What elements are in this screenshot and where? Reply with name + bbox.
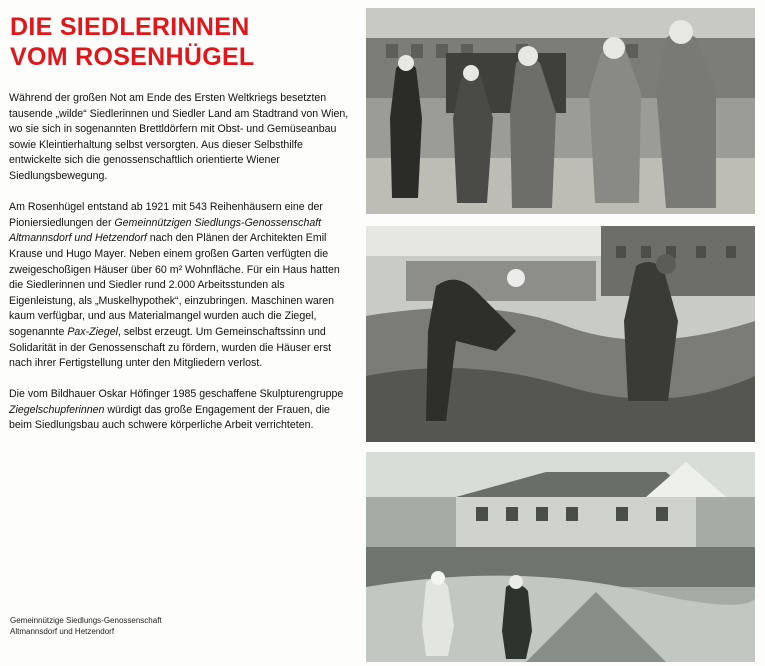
photo-row-houses [366, 452, 755, 662]
brick-name: Pax-Ziegel [67, 325, 118, 338]
paragraph-history: Während der großen Not am Ende des Ersten Weltkriegs besetzten tausende „wilde“ Siedlerinnen und Siedler Land am Stadtrand von Wien, wo sie sich in sogenannten Brettldörfern mit Obst- und Gemüseanbau sowie Kleintierhaltung selbst versorgten. Aus dieser Selbsthilfe entwickelte sich die genossenschaftlich orientierte Wiener Siedlungsbewegung. [9, 92, 349, 182]
title-line-1: DIE SIEDLERINNEN [10, 13, 250, 41]
page-title [10, 12, 255, 72]
credit-line-1: Gemeinnützige Siedlungs-Genossenschaft [10, 616, 162, 625]
sculpture-name: Ziegelschupferinnen [9, 403, 105, 416]
paragraph-sculpture: Die vom Bildhauer Oskar Höfinger 1985 geschaffene Skulpturengruppe Ziegelschupferinnen würdigt das große Engagement der Frauen, die beim Siedlungsbau auch schwere körperliche Arbeit verrichteten. [9, 388, 344, 432]
coop-name: Gemeinnützigen Siedlungs-Genossenschaft Altmannsdorf und Hetzendorf [9, 216, 322, 245]
credit-line-2: Altmannsdorf und Hetzendorf [10, 627, 115, 636]
title-line-2: VOM ROSENHÜGEL [10, 43, 255, 71]
paragraph-rosenhuegel: Am Rosenhügel entstand ab 1921 mit 543 Reihenhäusern eine der Pioniersiedlungen der Gemeinnützigen Siedlungs-Genossenschaft Altmannsdorf und Hetzendorf nach den Plänen der Architekten Emil Krause und Hugo Mayer. Neben einem großen Garten verfügten die zweigeschoßigen Häuser über 60 m² Wohnfläche. Für ein Haus hatten die Siedlerinnen und Siedler rund 2.000 Arbeitsstunden als Eigenleistung, als „Muskelhypothek“, einzubringen. Maschinen waren kaum verfügbar, und aus Materialmangel wurden auch die Ziegel, sogenannte Pax-Ziegel, selbst erzeugt. Um Gemeinschaftssinn und Solidarität in der Genossenschaft zu fördern, wurden die Häuser erst nach ihrer Fertigstellung unter den Mitgliedern verlost. [9, 201, 340, 370]
credit [10, 615, 310, 637]
photo-women-excavating [366, 226, 755, 442]
photo-women-at-construction-site [366, 8, 755, 214]
text-column [9, 91, 354, 450]
